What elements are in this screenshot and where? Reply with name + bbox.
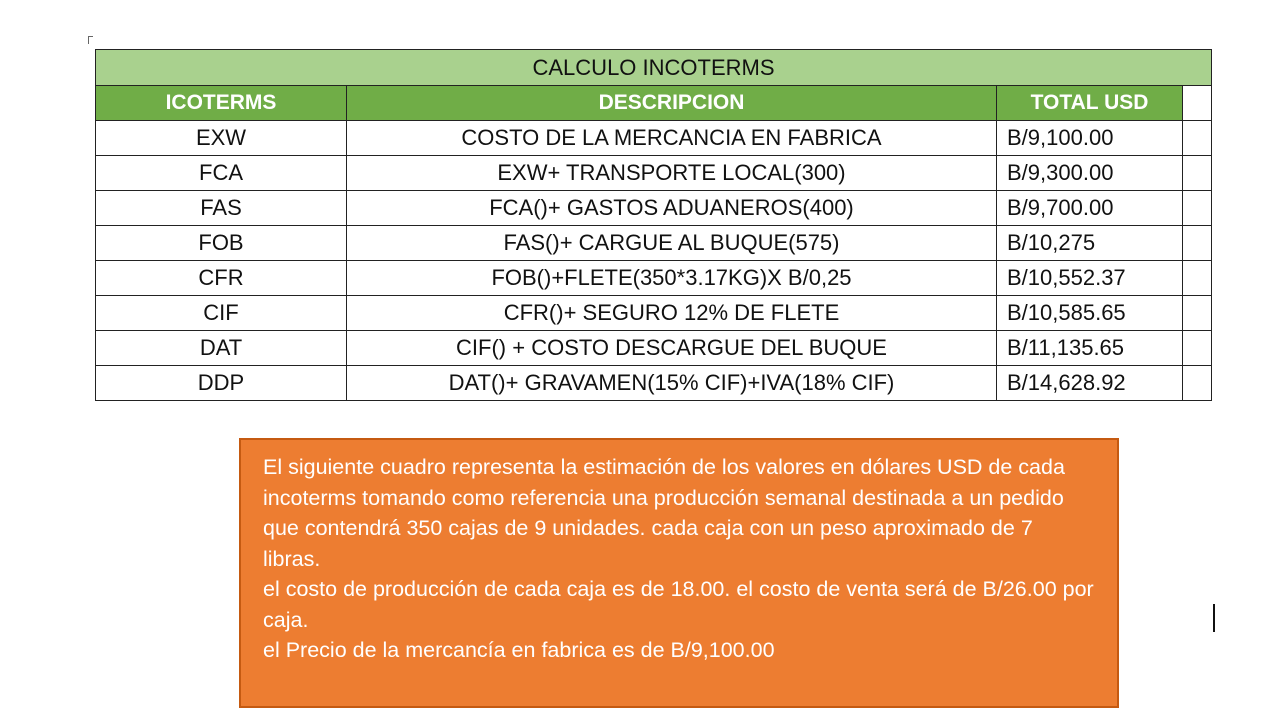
header-blank-cell: [1183, 86, 1212, 121]
cell-total: B/14,628.92: [997, 366, 1183, 401]
cell-total: B/10,552.37: [997, 261, 1183, 296]
cell-description: CFR()+ SEGURO 12% DE FLETE: [347, 296, 997, 331]
cell-blank: [1183, 366, 1212, 401]
cell-description: COSTO DE LA MERCANCIA EN FABRICA: [347, 121, 997, 156]
cell-code: CFR: [96, 261, 347, 296]
cell-code: FCA: [96, 156, 347, 191]
explanation-note: [239, 438, 1119, 708]
cell-description: FAS()+ CARGUE AL BUQUE(575): [347, 226, 997, 261]
table-row: [96, 331, 1212, 366]
note-paragraph: El siguiente cuadro representa la estimación de los valores en dólares USD de cada incoterms tomando como referencia una producción semanal destinada a un pedido que contendrá 350 cajas de 9 unidades. cada caja con un peso aproximado de 7 libras.: [263, 455, 1065, 571]
table-title-row: [96, 50, 1212, 86]
cell-total: B/9,300.00: [997, 156, 1183, 191]
cell-total: B/9,100.00: [997, 121, 1183, 156]
table-header-row: [96, 86, 1212, 121]
cell-blank: [1183, 156, 1212, 191]
header-descripcion: DESCRIPCION: [347, 86, 997, 121]
corner-mark: [88, 36, 93, 44]
cell-code: FAS: [96, 191, 347, 226]
text-cursor: [1213, 604, 1215, 632]
cell-code: DDP: [96, 366, 347, 401]
cell-blank: [1183, 226, 1212, 261]
cell-blank: [1183, 261, 1212, 296]
cell-code: DAT: [96, 331, 347, 366]
cell-total: B/9,700.00: [997, 191, 1183, 226]
cell-total: B/11,135.65: [997, 331, 1183, 366]
cell-code: FOB: [96, 226, 347, 261]
table-row: [96, 121, 1212, 156]
cell-total: B/10,275: [997, 226, 1183, 261]
cell-description: FCA()+ GASTOS ADUANEROS(400): [347, 191, 997, 226]
incoterms-table: [95, 49, 1212, 401]
cell-blank: [1183, 191, 1212, 226]
table-row: [96, 226, 1212, 261]
cell-description: EXW+ TRANSPORTE LOCAL(300): [347, 156, 997, 191]
table-row: [96, 261, 1212, 296]
table-row: [96, 296, 1212, 331]
cell-code: CIF: [96, 296, 347, 331]
cell-blank: [1183, 331, 1212, 366]
table-title: CALCULO INCOTERMS: [96, 50, 1212, 86]
cell-blank: [1183, 121, 1212, 156]
header-incoterms: ICOTERMS: [96, 86, 347, 121]
header-total-usd: TOTAL USD: [997, 86, 1183, 121]
note-paragraph: el costo de producción de cada caja es de 18.00. el costo de venta será de B/26.00 por caja.: [263, 577, 1094, 632]
cell-total: B/10,585.65: [997, 296, 1183, 331]
cell-blank: [1183, 296, 1212, 331]
cell-description: DAT()+ GRAVAMEN(15% CIF)+IVA(18% CIF): [347, 366, 997, 401]
table-row: [96, 191, 1212, 226]
cell-code: EXW: [96, 121, 347, 156]
table-row: [96, 366, 1212, 401]
table-row: [96, 156, 1212, 191]
cell-description: FOB()+FLETE(350*3.17KG)X B/0,25: [347, 261, 997, 296]
cell-description: CIF() + COSTO DESCARGUE DEL BUQUE: [347, 331, 997, 366]
note-paragraph: el Precio de la mercancía en fabrica es de B/9,100.00: [263, 638, 775, 662]
